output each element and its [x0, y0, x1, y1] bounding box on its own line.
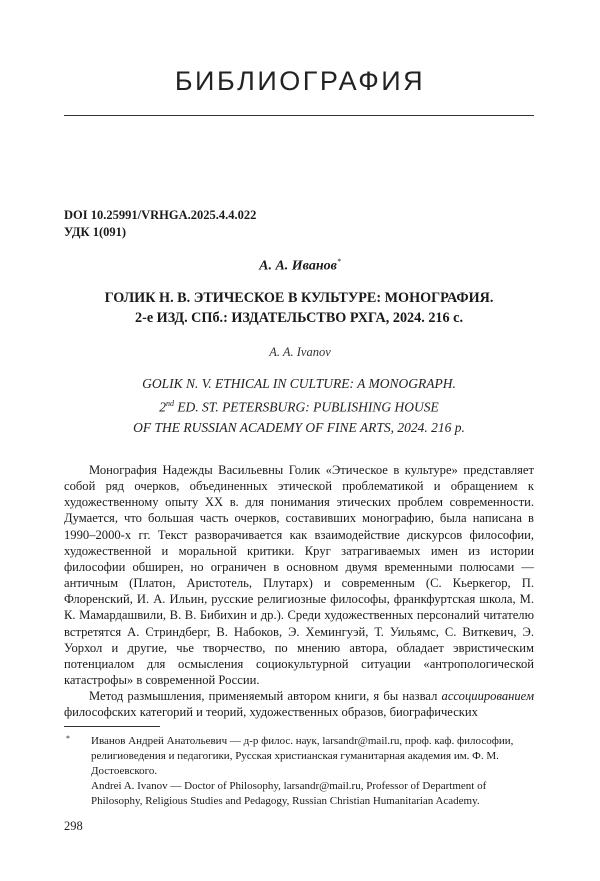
- footnote: [64, 734, 534, 809]
- title-ru-line-1: ГОЛИК Н. В. ЭТИЧЕСКОЕ В КУЛЬТУРЕ: МОНОГРАФИЯ.: [104, 290, 494, 306]
- title-en-line-3: OF THE RUSSIAN ACADEMY OF FINE ARTS, 2024. 216 p.: [133, 419, 465, 435]
- paragraph-1: Монография Надежды Васильевны Голик «Этическое в культуре» представляет собой ряд очерков, объединенных этической проблематикой и обращением к художественному опыту XX в. для понимания этических проблем современности. Думается, что большая часть очерков, составивших монографию, была написана в 1990–2000-х гг. Текст разворачивается как взаимодействие дискурсов философии, художественной и моральной критики. Круг затрагиваемых имен из истории философии обширен, но ограничен в основном двумя временными полюсами — античным (Платон, Аристотель, Плутарх) и современным (С. Кьеркегор, П. Флоренский, И. А. Ильин, русские религиозные философы, франкфуртская школа, М. К. Мамардашвили, В. В. Бибихин и др.). Среди художественных персоналий читателю встретятся А. Стриндберг, В. Набоков, Э. Хемингуэй, Т. Уильямс, С. Виткевич, Э. Уорхол и другие, чье творчество, по мнению автора, обладает эвристическим потенциалом для осмысления социокультурной ситуации «антропологической катастрофы» в современной России.: [64, 463, 534, 688]
- footnote-rule: [64, 726, 160, 727]
- author-en: A. A. Ivanov: [269, 345, 331, 359]
- article-title-ru: [64, 288, 534, 328]
- title-ru-line-2: 2-е ИЗД. СПб.: ИЗДАТЕЛЬСТВО РХГА, 2024. 216 с.: [135, 310, 463, 326]
- footnote-mark: *: [66, 734, 70, 743]
- page-number: 298: [64, 819, 83, 833]
- paragraph-2: Метод размышления, применяемый автором книги, я бы назвал ассоциированием философских категорий и теорий, художественных образов, биографических: [64, 689, 534, 720]
- udk: УДК 1(091): [64, 225, 127, 239]
- title-en-line-1: GOLIK N. V. ETHICAL IN CULTURE: A MONOGRAPH.: [142, 376, 456, 391]
- section-title: БИБЛИОГРАФИЯ: [174, 66, 426, 96]
- author-ru: [0, 257, 600, 275]
- footnote-ru-text: Иванов Андрей Анатольевич — д-р филос. наук, larsandr@mail.ru, проф. каф. философии, религиоведения и педагогики, Русская христианская гуманитарная академия им. Ф. М. Достоевского.: [91, 735, 514, 777]
- article-meta: [64, 207, 256, 241]
- title-en-line-2: 2nd ED. ST. PETERSBURG: PUBLISHING HOUSE: [159, 399, 439, 415]
- author-footnote-mark: *: [336, 257, 341, 266]
- author-ru-name: А. А. Иванов: [259, 258, 337, 274]
- footnote-en: [64, 779, 534, 809]
- footnote-en-text: Andrei A. Ivanov — Doctor of Philosophy, larsandr@mail.ru, Professor of Department of Philosophy, Religious Studies and Pedagogy, Russian Christian Humanitarian Academy.: [91, 780, 487, 807]
- footnote-ru: [64, 734, 534, 779]
- doi: DOI 10.25991/VRHGA.2025.4.4.022: [64, 208, 257, 222]
- article-body: [64, 462, 534, 721]
- article-title-en: [64, 374, 534, 438]
- header-rule: [64, 115, 534, 116]
